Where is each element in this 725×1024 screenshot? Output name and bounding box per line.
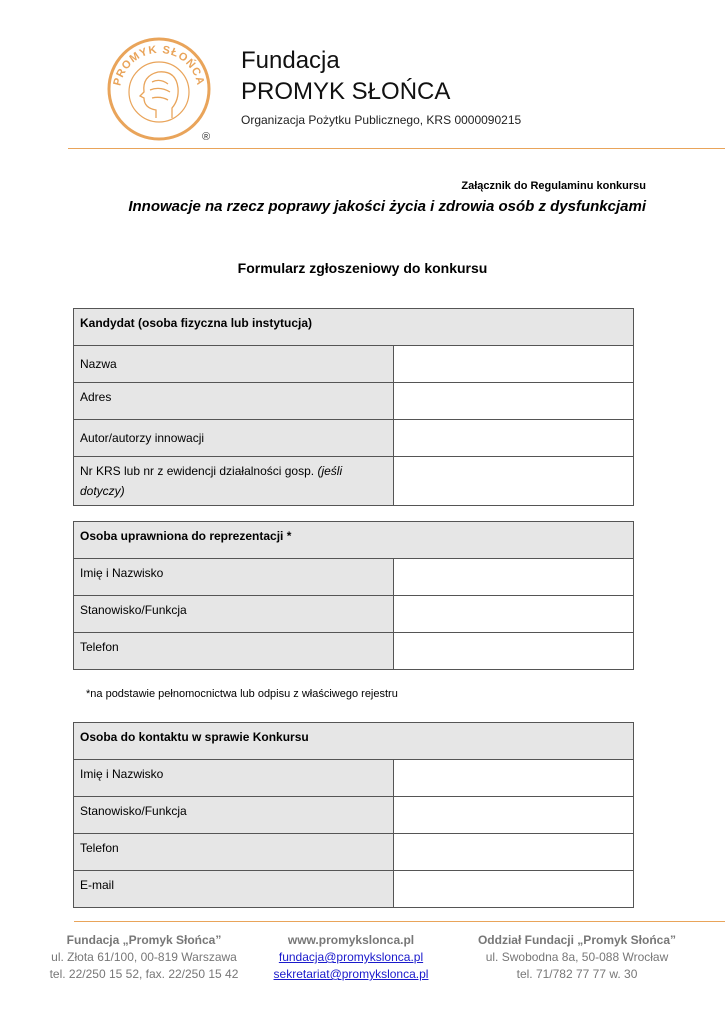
org-name-line2: PROMYK SŁOŃCA <box>241 78 451 105</box>
contact-header: Osoba do kontaktu w sprawie Konkursu <box>74 723 634 760</box>
footer-email-fundacja[interactable]: fundacja@promykslonca.pl <box>278 950 424 964</box>
contest-title: Innowacje na rzecz poprawy jakości życia i zdrowia osób z dysfunkcjami <box>128 198 646 215</box>
contact-phone-input-cell[interactable] <box>394 834 634 871</box>
attachment-label: Załącznik do Regulaminu konkursu <box>461 180 646 192</box>
representative-header: Osoba uprawniona do reprezentacji * <box>74 522 634 559</box>
row-label: Stanowisko/Funkcja <box>74 596 394 633</box>
contact-name-input-cell[interactable] <box>394 760 634 797</box>
org-name-line1: Fundacja <box>241 47 340 74</box>
krs-label: Nr KRS lub nr z ewidencji działalności gosp. (jeśli dotyczy) <box>74 457 394 506</box>
footnote: *na podstawie pełnomocnictwa lub odpisu z właściwego rejestru <box>86 688 398 700</box>
footer-warsaw-address: ul. Złota 61/100, 00-819 Warszawa <box>51 950 237 964</box>
row-label: Imię i Nazwisko <box>74 559 394 596</box>
foundation-logo <box>104 34 214 144</box>
footer-wroclaw-address: ul. Swobodna 8a, 50-088 Wrocław <box>485 950 669 964</box>
row-label: E-mail <box>74 871 394 908</box>
registered-mark: ® <box>202 131 211 143</box>
candidate-table <box>73 308 634 506</box>
footer-divider <box>74 921 725 922</box>
row-label: Stanowisko/Funkcja <box>74 797 394 834</box>
header-divider <box>68 148 725 149</box>
footer-wroclaw <box>466 932 688 983</box>
representative-table <box>73 521 634 670</box>
contact-table <box>73 722 634 908</box>
row-label: Autor/autorzy innowacji <box>74 420 394 457</box>
row-label: Telefon <box>74 633 394 670</box>
footer-contact <box>256 932 446 983</box>
rep-position-input-cell[interactable] <box>394 596 634 633</box>
profile-head-icon <box>140 72 178 118</box>
contact-email-input-cell[interactable] <box>394 871 634 908</box>
row-label: Nazwa <box>74 346 394 383</box>
org-subtitle: Organizacja Pożytku Publicznego, KRS 0000090215 <box>241 113 522 127</box>
footer-warsaw-name: Fundacja „Promyk Słońca” <box>66 933 222 947</box>
row-label: Imię i Nazwisko <box>74 760 394 797</box>
candidate-header: Kandydat (osoba fizyczna lub instytucja) <box>74 309 634 346</box>
rep-name-input-cell[interactable] <box>394 559 634 596</box>
contact-position-input-cell[interactable] <box>394 797 634 834</box>
krs-input-cell[interactable] <box>394 457 634 506</box>
row-label: Telefon <box>74 834 394 871</box>
footer-wroclaw-phone: tel. 71/782 77 77 w. 30 <box>516 967 638 981</box>
name-input-cell[interactable] <box>394 346 634 383</box>
footer-wroclaw-name: Oddział Fundacji „Promyk Słońca” <box>477 933 677 947</box>
footer-warsaw-phone: tel. 22/250 15 52, fax. 22/250 15 42 <box>49 967 239 981</box>
form-title: Formularz zgłoszeniowy do konkursu <box>237 260 488 276</box>
authors-input-cell[interactable] <box>394 420 634 457</box>
address-input-cell[interactable] <box>394 383 634 420</box>
footer-email-sekretariat[interactable]: sekretariat@promykslonca.pl <box>273 967 429 981</box>
footer-warsaw <box>30 932 258 983</box>
rep-phone-input-cell[interactable] <box>394 633 634 670</box>
footer-website[interactable]: www.promykslonca.pl <box>287 933 415 947</box>
logo-text: PROMYK SŁOŃCA <box>111 43 207 88</box>
row-label: Adres <box>74 383 394 420</box>
